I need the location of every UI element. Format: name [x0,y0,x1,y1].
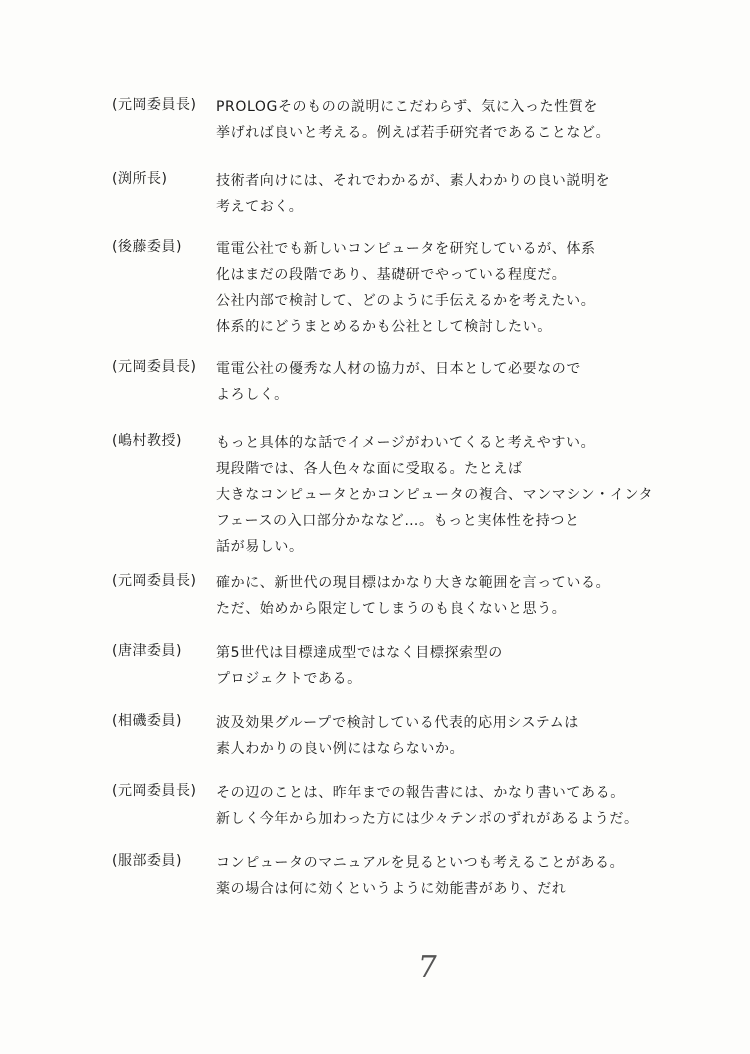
remark-line: 確かに、新世代の現目標はかなり大きな範囲を言っている。 [216,575,611,591]
remark-line: 第5世代は目標達成型ではなく目標探索型の [216,645,503,661]
remark-text [216,356,696,408]
remark-text [216,168,696,220]
remark-line: 話が易しい。 [216,539,304,555]
remark-line: 波及効果グループで検討している代表的応用システムは [216,715,579,731]
remark-line: 体系的にどうまとめるかも公社として検討したい。 [216,319,552,335]
speaker-label: (相磯委員) [112,713,182,729]
speaker-label: (唐津委員) [112,643,182,659]
speaker-label: (渕所長) [112,171,168,187]
remark-line: もっと具体的な話でイメージがわいてくると考えやすい。 [216,435,596,451]
remark-line: コンピュータのマニュアルを見るといつも考えることがある。 [216,855,625,871]
remark-text [216,640,696,692]
remark-line: よろしく。 [216,387,289,403]
remark-text [216,430,696,560]
page-number: 7 [415,950,440,985]
speaker-label: (元岡委員長) [112,359,197,375]
remark-line: 技術者向けには、それでわかるが、素人わかりの良い説明を [216,173,611,189]
remark-text [216,94,696,146]
remark-line: ただ、始めから限定してしまうのも良くないと思う。 [216,601,567,617]
remark-text [216,236,696,340]
speaker-label: (服部委員) [112,853,182,869]
remark-text [216,850,696,902]
remark-line: フェースの入口部分かななど…。もっと実体性を持つと [216,513,580,529]
remark-line: その辺のことは、昨年までの報告書には、かなり書いてある。 [216,785,625,801]
remark-line: 素人わかりの良い例にはならないか。 [216,741,465,757]
remark-line: 大きなコンピュータとかコンピュータの複合、マンマシン・インタ [216,487,654,503]
speaker-label: (嶋村教授) [112,433,182,449]
remark-line: 化はまだの段階であり、基礎研でやっている程度だ。 [216,267,567,283]
speaker-label: (元岡委員長) [112,783,197,799]
remark-text [216,710,696,762]
speaker-label: (元岡委員長) [112,97,197,113]
remark-line: 電電公社の優秀な人材の協力が、日本として必要なので [216,361,581,377]
remark-text [216,570,696,622]
remark-line: 薬の場合は何に効くというように効能書があり、だれ [216,881,567,897]
remark-line: 挙げれば良いと考える。例えば若手研究者であることなど。 [216,125,611,141]
speaker-label: (元岡委員長) [112,573,197,589]
remark-text [216,780,696,832]
remark-line: 現段階では、各人色々な面に受取る。たとえば [216,461,523,477]
speaker-label: (後藤委員) [112,239,182,255]
remark-line: 新しく今年から加わった方には少々テンポのずれがあるようだ。 [216,811,639,827]
remark-line: 考えておく。 [216,199,304,215]
remark-line: PROLOGそのものの説明にこだわらず、気に入った性質を [216,99,599,115]
remark-line: プロジェクトである。 [216,671,362,687]
remark-line: 電電公社でも新しいコンピュータを研究しているが、体系 [216,241,596,257]
remark-line: 公社内部で検討して、どのように手伝えるかを考えたい。 [216,293,596,309]
